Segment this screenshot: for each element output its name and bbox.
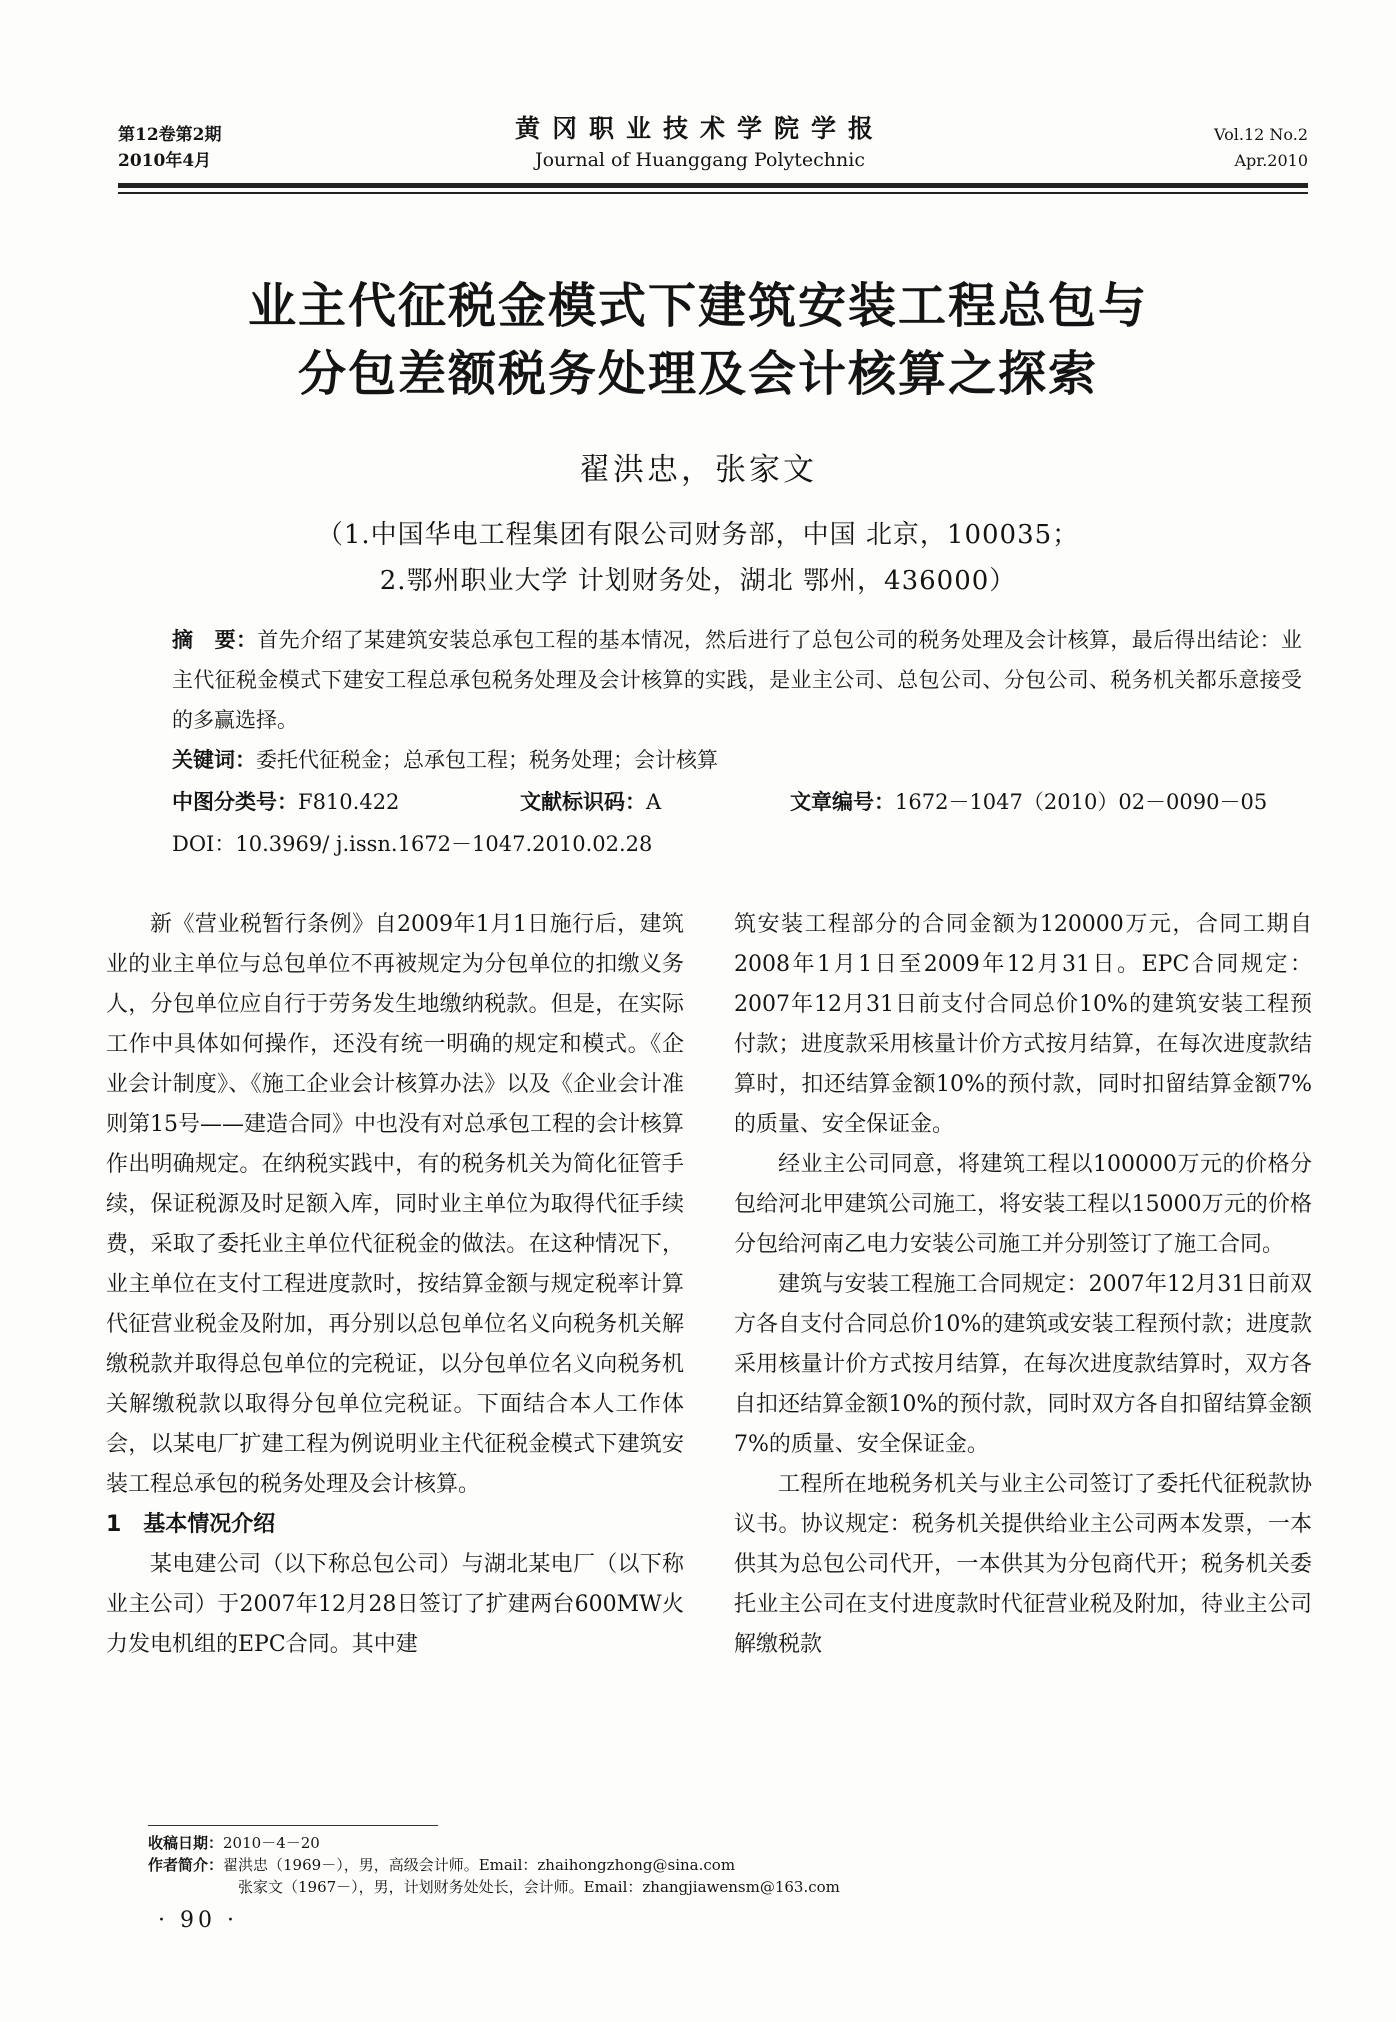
author-label: 作者简介：: [148, 1856, 224, 1874]
articleno-label: 文章编号：: [790, 790, 895, 814]
issue-info-cn: [118, 122, 222, 174]
clc-label: 中图分类号：: [172, 790, 298, 814]
issue-info-en: [1214, 122, 1308, 174]
page-number: · 90 ·: [158, 1908, 238, 1933]
clc-number: [172, 782, 399, 822]
received-value: 2010－4－20: [223, 1834, 320, 1852]
articleno-value: 1672－1047（2010）02－0090－05: [895, 790, 1268, 814]
journal-name-en: Journal of Huanggang Polytechnic: [534, 149, 865, 171]
abstract-label: 摘 要：: [172, 628, 258, 652]
paragraph: 工程所在地税务机关与业主公司签订了委托代征税款协议书。协议规定：税务机关提供给业主公司两本发票，一本供其为总包公司代开，一本供其为分包商代开；税务机关委托业主公司在支付进度款时代征营业税及附加，待业主公司解缴税款: [734, 1472, 1312, 1657]
keywords-text: 委托代征税金；总承包工程；税务处理；会计核算: [256, 748, 718, 772]
clc-value: F810.422: [298, 790, 400, 814]
received-label: 收稿日期：: [148, 1834, 224, 1852]
volume-cn: 第12卷第2期: [118, 125, 222, 145]
article-title: [100, 272, 1296, 408]
body-column-right: [734, 905, 1312, 1665]
author-bio-1: [148, 1854, 840, 1876]
date-cn: 2010年4月: [118, 151, 212, 171]
volume-en: Vol.12 No.2: [1214, 125, 1308, 144]
affiliation-2: 2.鄂州职业大学 计划财务处，湖北 鄂州，436000）: [379, 566, 1017, 596]
document-code: [520, 782, 661, 822]
authors: 翟洪忠，张家文: [579, 452, 817, 488]
footnote: [148, 1832, 840, 1898]
body-column-left: [106, 905, 684, 1665]
paragraph: 筑安装工程部分的合同金额为120000万元，合同工期自2008年1月1日至2009年12月31日。EPC合同规定：2007年12月31日前支付合同总价10%的建筑安装工程预付款；进度款采用核量计价方式按月结算，在每次进度款结算时，扣还结算金额10%的预付款，同时扣留结算金额7%的质量、安全保证金。: [734, 912, 1312, 1137]
paragraph: 新《营业税暂行条例》自2009年1月1日施行后，建筑业的业主单位与总包单位不再被规定为分包单位的扣缴义务人，分包单位应自行于劳务发生地缴纳税款。但是，在实际工作中具体如何操作，还没有统一明确的规定和模式。《企业会计制度》、《施工企业会计核算办法》以及《企业会计准则第15号——建造合同》中也没有对总承包工程的会计核算作出明确规定。在纳税实践中，有的税务机关为简化征管手续，保证税源及时足额入库，同时业主单位为取得代征手续费，采取了委托业主单位代征税金的做法。在这种情况下，业主单位在支付工程进度款时，按结算金额与规定税率计算代征营业税金及附加，再分别以总包单位名义向税务机关解缴税款并取得总包单位的完税证，以分包单位名义向税务机关解缴税款以取得分包单位完税证。下面结合本人工作体会，以某电厂扩建工程为例说明业主代征税金模式下建筑安装工程总承包的税务处理及会计核算。: [106, 912, 684, 1497]
journal-title: [440, 112, 960, 174]
abstract-text: 首先介绍了某建筑安装总承包工程的基本情况，然后进行了总包公司的税务处理及会计核算，最后得出结论：业主代征税金模式下建安工程总承包税务处理及会计核算的实践，是业主公司、总包公司、分包公司、税务机关都乐意接受的多赢选择。: [172, 628, 1303, 732]
author-bio-text: 翟洪忠（1969－），男，高级会计师。Email：zhaihongzhong@sina.com: [223, 1856, 736, 1874]
article-number: [790, 782, 1267, 822]
received-date: [148, 1832, 840, 1854]
keywords-label: 关键词：: [172, 748, 256, 772]
paragraph: 建筑与安装工程施工合同规定：2007年12月31日前双方各自支付合同总价10%的建筑或安装工程预付款；进度款采用核量计价方式按月结算，在每次进度款结算时，双方各自扣还结算金额10%的预付款，同时双方各自扣留结算金额7%的质量、安全保证金。: [734, 1272, 1312, 1457]
title-line-2: 分包差额税务处理及会计核算之探索: [297, 346, 1098, 402]
paragraph: 经业主公司同意，将建筑工程以100000万元的价格分包给河北甲建筑公司施工，将安装工程以15000万元的价格分包给河南乙电力安装公司施工并分别签订了施工合同。: [734, 1152, 1312, 1257]
title-line-1: 业主代征税金模式下建筑安装工程总包与: [247, 278, 1148, 334]
doccode-value: A: [646, 790, 662, 814]
paragraph: 某电建公司（以下称总包公司）与湖北某电厂（以下称业主公司）于2007年12月28日签订了扩建两台600MW火力发电机组的EPC合同。其中建: [106, 1552, 684, 1657]
footnote-rule: [148, 1825, 438, 1826]
date-en: Apr.2010: [1234, 151, 1308, 170]
author-bio-2: 张家文（1967－），男，计划财务处处长，会计师。Email：zhangjiawensm@163.com: [238, 1878, 840, 1896]
section-heading: 1 基本情况介绍: [106, 1512, 276, 1537]
affiliation-1: （1.中国华电工程集团有限公司财务部，中国 北京，100035；: [316, 520, 1080, 550]
doi: DOI：10.3969/ j.issn.1672－1047.2010.02.28: [172, 832, 653, 856]
header-rule-thick: [118, 183, 1308, 188]
doccode-label: 文献标识码：: [520, 790, 646, 814]
affiliations: [0, 512, 1396, 604]
keywords: [172, 740, 718, 780]
header-rule-thin: [118, 192, 1308, 194]
journal-name-cn: 黄冈职业技术学院学报: [514, 114, 885, 143]
abstract: [172, 620, 1302, 740]
